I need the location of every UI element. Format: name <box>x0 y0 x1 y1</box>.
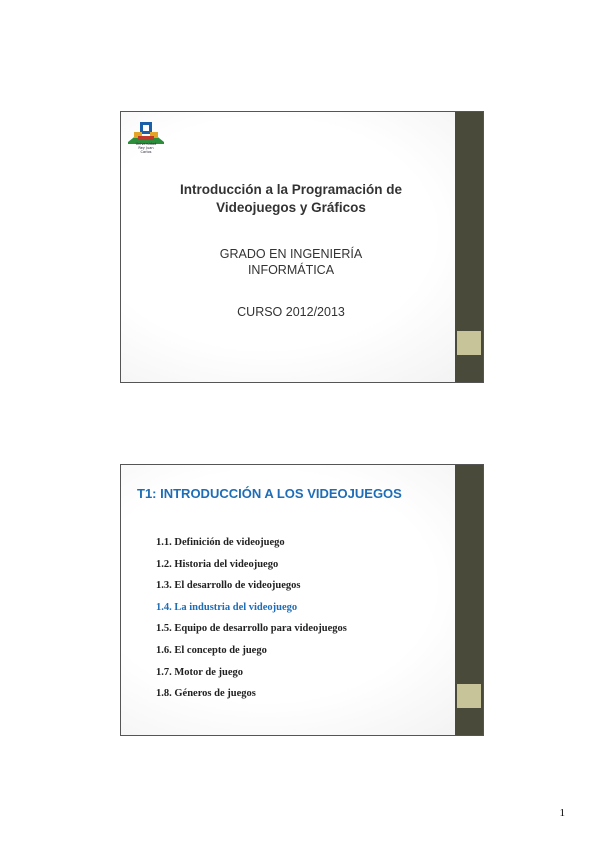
course-year: CURSO 2012/2013 <box>237 305 345 319</box>
degree-line1: GRADO EN INGENIERÍA <box>219 247 363 261</box>
university-logo-icon <box>126 120 166 160</box>
degree-line2: INFORMÁTICA <box>247 263 335 277</box>
logo-text: Universidad Rey Juan Carlos <box>135 142 157 154</box>
degree-name <box>151 246 431 278</box>
contents-item: 1.1. Definición de videojuego <box>156 537 285 548</box>
sidebar-block <box>457 331 481 355</box>
slide-title-line2: Videojuegos y Gráficos <box>216 200 366 215</box>
sidebar-block <box>457 684 481 708</box>
contents-item: 1.3. El desarrollo de videojuegos <box>156 580 301 592</box>
contents-item: 1.5. Equipo de desarrollo para videojuegos <box>156 623 347 635</box>
contents-list <box>156 536 347 709</box>
page-number: 1 <box>559 807 565 819</box>
contents-slide <box>120 464 484 736</box>
contents-title: T1: INTRODUCCIÓN A LOS VIDEOJUEGOS <box>137 486 402 501</box>
contents-item: 1.2. Historia del videojuego <box>156 558 279 570</box>
slide-sidebar <box>455 112 483 382</box>
title-slide <box>120 111 484 383</box>
contents-item: 1.4. La industria del videojuego <box>156 601 298 613</box>
slide-sidebar <box>455 465 483 735</box>
slide-title <box>151 181 431 217</box>
contents-item: 1.8. Géneros de juegos <box>156 688 256 700</box>
slide-title-line1: Introducción a la Programación de <box>179 182 403 197</box>
contents-item: 1.6. El concepto de juego <box>156 644 267 656</box>
contents-item: 1.7. Motor de juego <box>156 666 243 678</box>
